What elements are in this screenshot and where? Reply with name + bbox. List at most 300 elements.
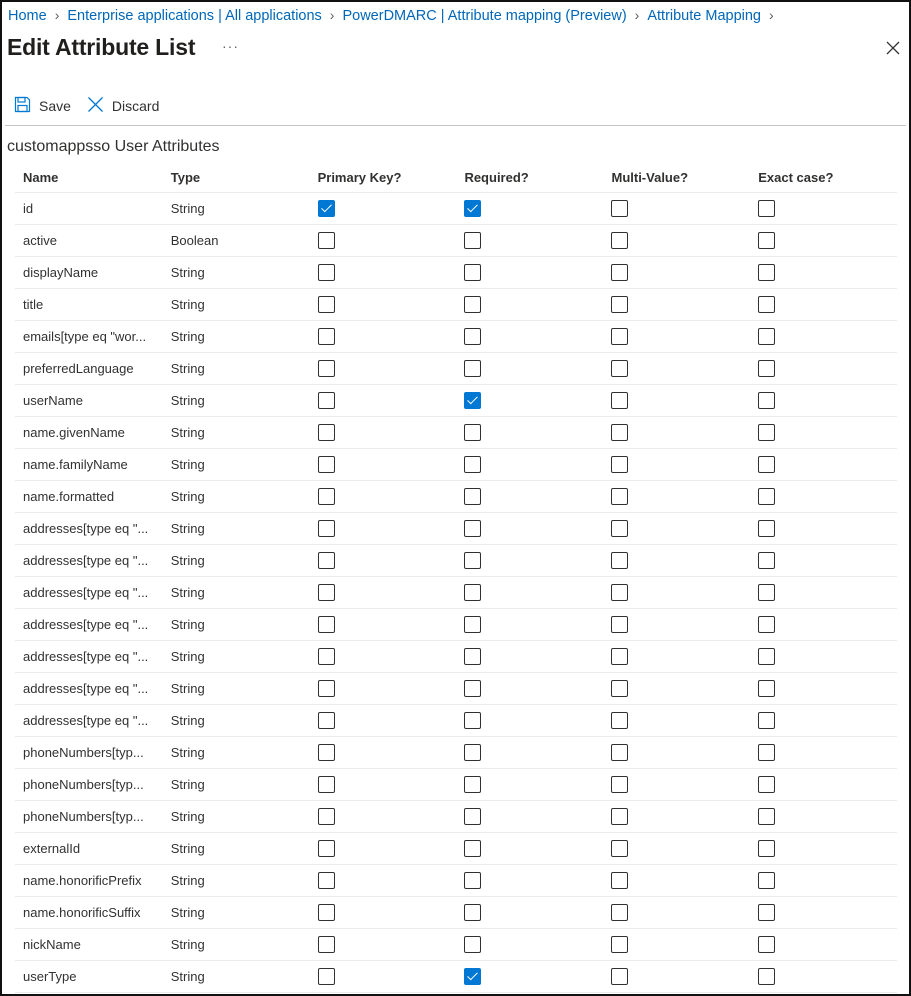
exact-case-checkbox[interactable] bbox=[758, 616, 775, 633]
more-options-icon[interactable]: ··· bbox=[222, 38, 239, 54]
primary-key-checkbox[interactable] bbox=[318, 840, 335, 857]
exact-case-cell bbox=[750, 353, 897, 385]
attribute-name: nickName bbox=[15, 929, 163, 961]
attribute-name: active bbox=[15, 225, 163, 257]
required-checkbox[interactable] bbox=[464, 584, 481, 601]
multi-value-checkbox[interactable] bbox=[611, 968, 628, 985]
multi-value-cell bbox=[603, 897, 750, 929]
table-row bbox=[15, 385, 897, 417]
chevron-right-icon: › bbox=[54, 7, 60, 23]
multi-value-checkbox[interactable] bbox=[611, 488, 628, 505]
primary-key-checkbox[interactable] bbox=[318, 584, 335, 601]
breadcrumb-home[interactable]: Home bbox=[8, 8, 47, 24]
primary-key-checkbox[interactable] bbox=[318, 328, 335, 345]
primary-key-cell bbox=[310, 833, 457, 865]
required-checkbox[interactable] bbox=[464, 936, 481, 953]
attribute-name: name.honorificPrefix bbox=[15, 865, 163, 897]
primary-key-cell bbox=[310, 577, 457, 609]
exact-case-checkbox[interactable] bbox=[758, 552, 775, 569]
multi-value-cell bbox=[603, 961, 750, 993]
multi-value-cell bbox=[603, 449, 750, 481]
discard-icon bbox=[87, 96, 112, 116]
column-header-name: Name bbox=[15, 162, 163, 193]
attribute-type: String bbox=[163, 929, 310, 961]
attribute-name: addresses[type eq "... bbox=[15, 577, 163, 609]
exact-case-cell bbox=[750, 833, 897, 865]
multi-value-checkbox[interactable] bbox=[611, 648, 628, 665]
attribute-name: name.formatted bbox=[15, 481, 163, 513]
attribute-name: id bbox=[15, 193, 163, 225]
attribute-name: name.familyName bbox=[15, 449, 163, 481]
discard-button[interactable] bbox=[87, 96, 159, 116]
primary-key-cell bbox=[310, 961, 457, 993]
exact-case-checkbox[interactable] bbox=[758, 264, 775, 281]
attribute-name: userType bbox=[15, 961, 163, 993]
required-cell bbox=[456, 513, 603, 545]
primary-key-cell bbox=[310, 673, 457, 705]
required-cell bbox=[456, 481, 603, 513]
column-header-multi-value: Multi-Value? bbox=[603, 162, 750, 193]
required-cell bbox=[456, 609, 603, 641]
primary-key-checkbox[interactable] bbox=[318, 968, 335, 985]
exact-case-cell bbox=[750, 257, 897, 289]
attribute-name: name.honorificSuffix bbox=[15, 897, 163, 929]
multi-value-checkbox[interactable] bbox=[611, 584, 628, 601]
exact-case-checkbox[interactable] bbox=[758, 968, 775, 985]
required-cell bbox=[456, 577, 603, 609]
primary-key-checkbox[interactable] bbox=[318, 488, 335, 505]
primary-key-cell bbox=[310, 385, 457, 417]
exact-case-checkbox[interactable] bbox=[758, 424, 775, 441]
table-row bbox=[15, 897, 897, 929]
primary-key-cell bbox=[310, 705, 457, 737]
required-checkbox[interactable] bbox=[464, 552, 481, 569]
exact-case-checkbox[interactable] bbox=[758, 936, 775, 953]
multi-value-cell bbox=[603, 865, 750, 897]
primary-key-checkbox[interactable] bbox=[318, 904, 335, 921]
multi-value-checkbox[interactable] bbox=[611, 744, 628, 761]
exact-case-checkbox[interactable] bbox=[758, 296, 775, 313]
multi-value-cell bbox=[603, 225, 750, 257]
exact-case-checkbox[interactable] bbox=[758, 712, 775, 729]
required-checkbox[interactable] bbox=[464, 424, 481, 441]
required-cell bbox=[456, 257, 603, 289]
required-checkbox[interactable] bbox=[464, 968, 481, 985]
exact-case-cell bbox=[750, 513, 897, 545]
column-header-exact-case: Exact case? bbox=[750, 162, 897, 193]
attribute-type: String bbox=[163, 673, 310, 705]
breadcrumb-attribute-mapping-preview[interactable]: PowerDMARC | Attribute mapping (Preview) bbox=[342, 8, 627, 24]
attributes-table bbox=[15, 162, 897, 993]
primary-key-cell bbox=[310, 449, 457, 481]
save-button[interactable] bbox=[14, 96, 71, 116]
required-cell bbox=[456, 321, 603, 353]
attribute-type: String bbox=[163, 865, 310, 897]
exact-case-cell bbox=[750, 929, 897, 961]
multi-value-cell bbox=[603, 769, 750, 801]
primary-key-checkbox[interactable] bbox=[318, 552, 335, 569]
required-checkbox[interactable] bbox=[464, 232, 481, 249]
primary-key-cell bbox=[310, 641, 457, 673]
required-cell bbox=[456, 417, 603, 449]
attribute-type: String bbox=[163, 705, 310, 737]
table-row bbox=[15, 225, 897, 257]
exact-case-checkbox[interactable] bbox=[758, 904, 775, 921]
multi-value-checkbox[interactable] bbox=[611, 456, 628, 473]
required-cell bbox=[456, 193, 603, 225]
divider bbox=[5, 125, 906, 126]
table-row bbox=[15, 833, 897, 865]
exact-case-checkbox[interactable] bbox=[758, 872, 775, 889]
required-cell bbox=[456, 769, 603, 801]
exact-case-cell bbox=[750, 769, 897, 801]
multi-value-checkbox[interactable] bbox=[611, 360, 628, 377]
exact-case-cell bbox=[750, 961, 897, 993]
attribute-type: String bbox=[163, 961, 310, 993]
required-checkbox[interactable] bbox=[464, 904, 481, 921]
exact-case-cell bbox=[750, 577, 897, 609]
primary-key-checkbox[interactable] bbox=[318, 648, 335, 665]
required-checkbox[interactable] bbox=[464, 520, 481, 537]
multi-value-cell bbox=[603, 929, 750, 961]
multi-value-cell bbox=[603, 321, 750, 353]
exact-case-cell bbox=[750, 609, 897, 641]
primary-key-checkbox[interactable] bbox=[318, 872, 335, 889]
exact-case-cell bbox=[750, 641, 897, 673]
primary-key-cell bbox=[310, 929, 457, 961]
attribute-name: preferredLanguage bbox=[15, 353, 163, 385]
exact-case-checkbox[interactable] bbox=[758, 488, 775, 505]
multi-value-checkbox[interactable] bbox=[611, 328, 628, 345]
multi-value-cell bbox=[603, 513, 750, 545]
table-row bbox=[15, 865, 897, 897]
exact-case-cell bbox=[750, 289, 897, 321]
attribute-type: String bbox=[163, 257, 310, 289]
table-row bbox=[15, 577, 897, 609]
section-title: customappsso User Attributes bbox=[7, 138, 220, 155]
multi-value-checkbox[interactable] bbox=[611, 424, 628, 441]
primary-key-cell bbox=[310, 417, 457, 449]
primary-key-cell bbox=[310, 257, 457, 289]
primary-key-cell bbox=[310, 321, 457, 353]
multi-value-checkbox[interactable] bbox=[611, 520, 628, 537]
required-cell bbox=[456, 225, 603, 257]
attribute-type: String bbox=[163, 769, 310, 801]
primary-key-checkbox[interactable] bbox=[318, 520, 335, 537]
exact-case-cell bbox=[750, 385, 897, 417]
multi-value-cell bbox=[603, 609, 750, 641]
required-checkbox[interactable] bbox=[464, 296, 481, 313]
required-cell bbox=[456, 353, 603, 385]
command-bar bbox=[14, 96, 175, 116]
attribute-type: String bbox=[163, 513, 310, 545]
table-row bbox=[15, 257, 897, 289]
primary-key-checkbox[interactable] bbox=[318, 744, 335, 761]
exact-case-checkbox[interactable] bbox=[758, 584, 775, 601]
exact-case-checkbox[interactable] bbox=[758, 776, 775, 793]
multi-value-checkbox[interactable] bbox=[611, 264, 628, 281]
required-checkbox[interactable] bbox=[464, 360, 481, 377]
chevron-right-icon: › bbox=[634, 7, 640, 23]
multi-value-cell bbox=[603, 481, 750, 513]
exact-case-cell bbox=[750, 417, 897, 449]
table-row bbox=[15, 801, 897, 833]
multi-value-checkbox[interactable] bbox=[611, 616, 628, 633]
exact-case-checkbox[interactable] bbox=[758, 648, 775, 665]
primary-key-checkbox[interactable] bbox=[318, 232, 335, 249]
exact-case-checkbox[interactable] bbox=[758, 744, 775, 761]
multi-value-checkbox[interactable] bbox=[611, 232, 628, 249]
required-checkbox[interactable] bbox=[464, 744, 481, 761]
primary-key-cell bbox=[310, 801, 457, 833]
attribute-name: addresses[type eq "... bbox=[15, 673, 163, 705]
exact-case-checkbox[interactable] bbox=[758, 392, 775, 409]
required-checkbox[interactable] bbox=[464, 328, 481, 345]
attribute-type: String bbox=[163, 737, 310, 769]
attribute-name: emails[type eq "wor... bbox=[15, 321, 163, 353]
multi-value-checkbox[interactable] bbox=[611, 776, 628, 793]
required-cell bbox=[456, 801, 603, 833]
attribute-type: String bbox=[163, 609, 310, 641]
table-row bbox=[15, 513, 897, 545]
exact-case-checkbox[interactable] bbox=[758, 456, 775, 473]
table-row bbox=[15, 353, 897, 385]
primary-key-checkbox[interactable] bbox=[318, 616, 335, 633]
exact-case-checkbox[interactable] bbox=[758, 840, 775, 857]
attribute-name: displayName bbox=[15, 257, 163, 289]
exact-case-checkbox[interactable] bbox=[758, 680, 775, 697]
required-checkbox[interactable] bbox=[464, 872, 481, 889]
attribute-type: String bbox=[163, 449, 310, 481]
required-checkbox[interactable] bbox=[464, 456, 481, 473]
primary-key-cell bbox=[310, 737, 457, 769]
table-row bbox=[15, 769, 897, 801]
exact-case-checkbox[interactable] bbox=[758, 232, 775, 249]
column-header-primary-key: Primary Key? bbox=[310, 162, 457, 193]
close-icon[interactable] bbox=[883, 38, 903, 58]
save-label: Save bbox=[39, 98, 71, 114]
primary-key-checkbox[interactable] bbox=[318, 296, 335, 313]
table-row bbox=[15, 609, 897, 641]
multi-value-cell bbox=[603, 641, 750, 673]
column-header-type: Type bbox=[163, 162, 310, 193]
multi-value-cell bbox=[603, 801, 750, 833]
chevron-right-icon: › bbox=[329, 7, 335, 23]
attribute-name: externalId bbox=[15, 833, 163, 865]
attribute-type: String bbox=[163, 321, 310, 353]
primary-key-cell bbox=[310, 353, 457, 385]
multi-value-checkbox[interactable] bbox=[611, 552, 628, 569]
required-cell bbox=[456, 641, 603, 673]
multi-value-cell bbox=[603, 193, 750, 225]
attribute-type: String bbox=[163, 577, 310, 609]
primary-key-cell bbox=[310, 897, 457, 929]
required-cell bbox=[456, 385, 603, 417]
primary-key-checkbox[interactable] bbox=[318, 712, 335, 729]
exact-case-cell bbox=[750, 545, 897, 577]
exact-case-checkbox[interactable] bbox=[758, 520, 775, 537]
primary-key-checkbox[interactable] bbox=[318, 936, 335, 953]
table-row bbox=[15, 929, 897, 961]
column-header-required: Required? bbox=[456, 162, 603, 193]
multi-value-cell bbox=[603, 737, 750, 769]
chevron-right-icon: › bbox=[769, 7, 774, 23]
attribute-type: String bbox=[163, 897, 310, 929]
table-row bbox=[15, 417, 897, 449]
multi-value-checkbox[interactable] bbox=[611, 392, 628, 409]
primary-key-checkbox[interactable] bbox=[318, 776, 335, 793]
discard-label: Discard bbox=[111, 98, 160, 114]
attribute-type: String bbox=[163, 833, 310, 865]
exact-case-checkbox[interactable] bbox=[758, 360, 775, 377]
required-cell bbox=[456, 961, 603, 993]
exact-case-cell bbox=[750, 705, 897, 737]
table-row bbox=[15, 321, 897, 353]
primary-key-cell bbox=[310, 193, 457, 225]
required-cell bbox=[456, 865, 603, 897]
exact-case-cell bbox=[750, 865, 897, 897]
attribute-name: name.givenName bbox=[15, 417, 163, 449]
required-checkbox[interactable] bbox=[464, 488, 481, 505]
save-icon bbox=[14, 96, 39, 116]
attribute-name: userName bbox=[15, 385, 163, 417]
attribute-name: addresses[type eq "... bbox=[15, 609, 163, 641]
attribute-type: Boolean bbox=[163, 225, 310, 257]
attribute-type: String bbox=[163, 801, 310, 833]
multi-value-checkbox[interactable] bbox=[611, 808, 628, 825]
attribute-type: String bbox=[163, 417, 310, 449]
primary-key-cell bbox=[310, 513, 457, 545]
required-checkbox[interactable] bbox=[464, 648, 481, 665]
attribute-type: String bbox=[163, 385, 310, 417]
exact-case-cell bbox=[750, 801, 897, 833]
table-row bbox=[15, 481, 897, 513]
multi-value-checkbox[interactable] bbox=[611, 200, 628, 217]
primary-key-checkbox[interactable] bbox=[318, 456, 335, 473]
primary-key-cell bbox=[310, 609, 457, 641]
attribute-name: addresses[type eq "... bbox=[15, 641, 163, 673]
exact-case-checkbox[interactable] bbox=[758, 808, 775, 825]
required-cell bbox=[456, 705, 603, 737]
breadcrumb-enterprise-apps[interactable]: Enterprise applications | All applications bbox=[67, 8, 322, 24]
attribute-name: phoneNumbers[typ... bbox=[15, 737, 163, 769]
required-checkbox[interactable] bbox=[464, 808, 481, 825]
multi-value-checkbox[interactable] bbox=[611, 840, 628, 857]
table-row bbox=[15, 641, 897, 673]
attribute-name: addresses[type eq "... bbox=[15, 545, 163, 577]
primary-key-checkbox[interactable] bbox=[318, 200, 335, 217]
multi-value-cell bbox=[603, 289, 750, 321]
exact-case-cell bbox=[750, 449, 897, 481]
exact-case-cell bbox=[750, 481, 897, 513]
attribute-type: String bbox=[163, 545, 310, 577]
required-cell bbox=[456, 449, 603, 481]
exact-case-checkbox[interactable] bbox=[758, 200, 775, 217]
multi-value-cell bbox=[603, 385, 750, 417]
required-checkbox[interactable] bbox=[464, 392, 481, 409]
required-checkbox[interactable] bbox=[464, 680, 481, 697]
primary-key-cell bbox=[310, 481, 457, 513]
required-cell bbox=[456, 929, 603, 961]
table-row bbox=[15, 289, 897, 321]
primary-key-checkbox[interactable] bbox=[318, 808, 335, 825]
attribute-name: addresses[type eq "... bbox=[15, 513, 163, 545]
multi-value-cell bbox=[603, 705, 750, 737]
page-title: Edit Attribute List bbox=[7, 34, 196, 60]
breadcrumb bbox=[8, 7, 782, 24]
table-row bbox=[15, 737, 897, 769]
table-row bbox=[15, 673, 897, 705]
attribute-name: title bbox=[15, 289, 163, 321]
multi-value-cell bbox=[603, 417, 750, 449]
table-row bbox=[15, 545, 897, 577]
multi-value-cell bbox=[603, 833, 750, 865]
required-cell bbox=[456, 833, 603, 865]
multi-value-cell bbox=[603, 673, 750, 705]
primary-key-cell bbox=[310, 769, 457, 801]
table-row bbox=[15, 449, 897, 481]
exact-case-cell bbox=[750, 897, 897, 929]
primary-key-cell bbox=[310, 545, 457, 577]
primary-key-cell bbox=[310, 865, 457, 897]
required-checkbox[interactable] bbox=[464, 840, 481, 857]
required-checkbox[interactable] bbox=[464, 200, 481, 217]
attribute-type: String bbox=[163, 193, 310, 225]
breadcrumb-attribute-mapping[interactable]: Attribute Mapping bbox=[647, 8, 761, 24]
attribute-type: String bbox=[163, 481, 310, 513]
multi-value-checkbox[interactable] bbox=[611, 680, 628, 697]
attribute-type: String bbox=[163, 289, 310, 321]
multi-value-checkbox[interactable] bbox=[611, 296, 628, 313]
attribute-name: phoneNumbers[typ... bbox=[15, 801, 163, 833]
required-checkbox[interactable] bbox=[464, 776, 481, 793]
exact-case-cell bbox=[750, 737, 897, 769]
required-cell bbox=[456, 673, 603, 705]
required-cell bbox=[456, 545, 603, 577]
required-checkbox[interactable] bbox=[464, 616, 481, 633]
required-checkbox[interactable] bbox=[464, 712, 481, 729]
attribute-type: String bbox=[163, 353, 310, 385]
exact-case-checkbox[interactable] bbox=[758, 328, 775, 345]
multi-value-cell bbox=[603, 545, 750, 577]
attribute-type: String bbox=[163, 641, 310, 673]
primary-key-checkbox[interactable] bbox=[318, 680, 335, 697]
required-checkbox[interactable] bbox=[464, 264, 481, 281]
primary-key-cell bbox=[310, 225, 457, 257]
exact-case-cell bbox=[750, 321, 897, 353]
multi-value-checkbox[interactable] bbox=[611, 936, 628, 953]
multi-value-checkbox[interactable] bbox=[611, 872, 628, 889]
required-cell bbox=[456, 897, 603, 929]
primary-key-checkbox[interactable] bbox=[318, 360, 335, 377]
attribute-name: addresses[type eq "... bbox=[15, 705, 163, 737]
multi-value-cell bbox=[603, 353, 750, 385]
multi-value-checkbox[interactable] bbox=[611, 712, 628, 729]
table-row bbox=[15, 961, 897, 993]
table-row bbox=[15, 705, 897, 737]
primary-key-checkbox[interactable] bbox=[318, 264, 335, 281]
multi-value-cell bbox=[603, 257, 750, 289]
exact-case-cell bbox=[750, 225, 897, 257]
exact-case-cell bbox=[750, 673, 897, 705]
primary-key-checkbox[interactable] bbox=[318, 424, 335, 441]
required-cell bbox=[456, 737, 603, 769]
primary-key-checkbox[interactable] bbox=[318, 392, 335, 409]
exact-case-cell bbox=[750, 193, 897, 225]
attribute-name: phoneNumbers[typ... bbox=[15, 769, 163, 801]
multi-value-checkbox[interactable] bbox=[611, 904, 628, 921]
primary-key-cell bbox=[310, 289, 457, 321]
